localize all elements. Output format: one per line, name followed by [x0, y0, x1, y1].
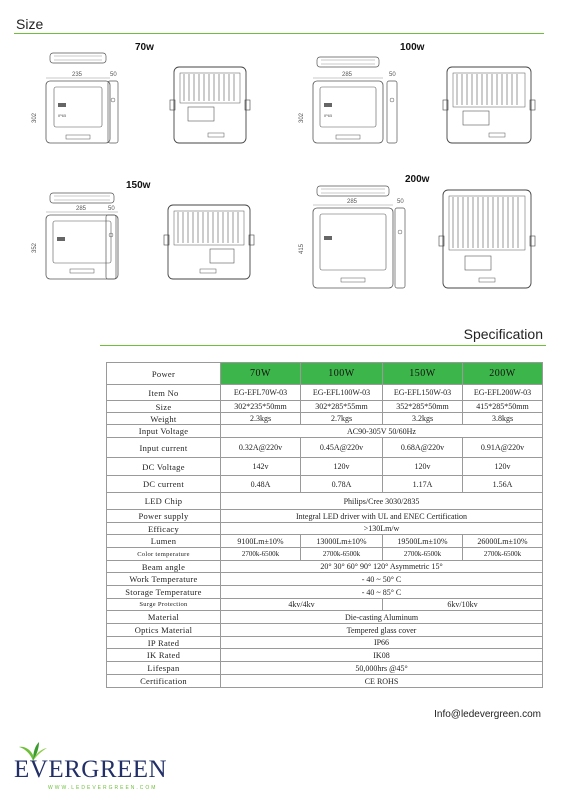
- spec-row: [107, 510, 543, 523]
- logo-wordmark: EVERGREEN: [14, 756, 168, 783]
- drawing-70w-height: 302: [32, 112, 38, 123]
- spec-row: [107, 599, 543, 611]
- spec-row: [107, 535, 543, 548]
- spec-cell: 0.68A@220v: [383, 438, 463, 458]
- spec-row: [107, 611, 543, 624]
- spec-cell: 19500Lm±10%: [383, 535, 463, 548]
- spec-cell-span: - 40 ~ 50° C: [221, 573, 543, 586]
- spec-header-label: Power: [107, 363, 221, 385]
- drawing-100w-badge: IP65: [324, 113, 333, 118]
- spec-row: [107, 586, 543, 599]
- spec-row: [107, 401, 543, 413]
- spec-row: [107, 573, 543, 586]
- spec-row: [107, 548, 543, 561]
- drawing-200w-depth: 50: [397, 199, 404, 205]
- spec-cell: 2700k-6500k: [463, 548, 543, 561]
- spec-header-row: [107, 363, 543, 385]
- drawing-200w-width: 285: [347, 199, 358, 205]
- spec-row: [107, 438, 543, 458]
- drawing-150w-width: 285: [76, 206, 87, 212]
- spec-header-col: 150W: [383, 363, 463, 385]
- size-section-rule: [14, 33, 544, 34]
- evergreen-logo: [14, 742, 168, 792]
- spec-cell: 9100Lm±10%: [221, 535, 301, 548]
- spec-row-label: Color temperature: [107, 548, 221, 561]
- spec-row-label: Weight: [107, 413, 221, 425]
- spec-row-label: Optics Material: [107, 624, 221, 637]
- spec-cell: 1.56A: [463, 476, 543, 493]
- spec-cell: 415*285*50mm: [463, 401, 543, 413]
- spec-table: [106, 362, 543, 688]
- drawing-70w-badge: IP65: [58, 113, 67, 118]
- drawing-100w-height: 302: [299, 112, 305, 123]
- spec-cell: EG-EFL150W-03: [383, 385, 463, 401]
- spec-row-label: IK Rated: [107, 649, 221, 662]
- spec-cell: 0.32A@220v: [221, 438, 301, 458]
- spec-row: [107, 476, 543, 493]
- spec-row-label: Storage Temperature: [107, 586, 221, 599]
- drawing-70w-depth: 50: [110, 72, 117, 78]
- spec-row-label: Efficacy: [107, 523, 221, 535]
- spec-row-label: IP Rated: [107, 637, 221, 649]
- spec-row-label: Material: [107, 611, 221, 624]
- drawing-100w-depth: 50: [389, 72, 396, 78]
- drawing-100w-width: 285: [342, 72, 353, 78]
- spec-row-label: Lumen: [107, 535, 221, 548]
- size-section-title: Size: [16, 16, 44, 32]
- spec-row-label: LED Chip: [107, 493, 221, 510]
- spec-row: [107, 385, 543, 401]
- spec-row: [107, 561, 543, 573]
- spec-header-col: 200W: [463, 363, 543, 385]
- spec-cell: 120v: [463, 458, 543, 476]
- spec-row-label: Surge Protection: [107, 599, 221, 611]
- spec-row: [107, 523, 543, 535]
- spec-section-rule: [100, 345, 546, 346]
- drawing-150w-depth: 50: [108, 206, 115, 212]
- spec-section-title: Specification: [463, 326, 543, 342]
- logo-tagline: WWW.LEDEVERGREEN.COM: [48, 785, 158, 791]
- spec-cell-span: Tempered glass cover: [221, 624, 543, 637]
- spec-cell: EG-EFL100W-03: [301, 385, 383, 401]
- spec-cell-span: >130Lm/w: [221, 523, 543, 535]
- spec-cell: 2700k-6500k: [301, 548, 383, 561]
- drawing-150w-label: 150w: [126, 180, 151, 191]
- spec-cell: 2700k-6500k: [383, 548, 463, 561]
- spec-cell-span: Die-casting Aluminum: [221, 611, 543, 624]
- spec-row-label: Size: [107, 401, 221, 413]
- spec-row-label: Item No: [107, 385, 221, 401]
- spec-row: [107, 458, 543, 476]
- spec-cell: 0.91A@220v: [463, 438, 543, 458]
- spec-row-label: Input current: [107, 438, 221, 458]
- spec-row-label: Work Temperature: [107, 573, 221, 586]
- spec-cell: 302*235*50mm: [221, 401, 301, 413]
- spec-cell-span: IP66: [221, 637, 543, 649]
- spec-cell-span: 20° 30° 60° 90° 120° Asymmetric 15°: [221, 561, 543, 573]
- spec-cell: 142v: [221, 458, 301, 476]
- drawing-150w: [28, 185, 258, 285]
- spec-row-label: Input Voltage: [107, 425, 221, 438]
- spec-row-label: Certification: [107, 675, 221, 688]
- spec-cell: 0.48A: [221, 476, 301, 493]
- spec-row: [107, 637, 543, 649]
- contact-email[interactable]: Info@ledevergreen.com: [434, 709, 541, 720]
- drawing-70w-label: 70w: [135, 42, 154, 53]
- drawing-150w-height: 352: [32, 242, 38, 253]
- spec-cell: 0.78A: [301, 476, 383, 493]
- spec-table-body: [107, 363, 543, 688]
- spec-row: [107, 425, 543, 438]
- drawing-70w-width: 235: [72, 72, 83, 78]
- spec-cell: 0.45A@220v: [301, 438, 383, 458]
- spec-header-col: 70W: [221, 363, 301, 385]
- spec-cell-span: - 40 ~ 85° C: [221, 586, 543, 599]
- spec-row-label: Power supply: [107, 510, 221, 523]
- spec-row: [107, 649, 543, 662]
- spec-cell-span: 50,000hrs @45°: [221, 662, 543, 675]
- drawing-200w: [295, 180, 540, 295]
- spec-row: [107, 662, 543, 675]
- drawing-100w-label: 100w: [400, 42, 425, 53]
- spec-cell: 2.3kgs: [221, 413, 301, 425]
- spec-cell-half: 6kv/10kv: [383, 599, 543, 611]
- spec-cell-span: CE ROHS: [221, 675, 543, 688]
- spec-cell: 2700k-6500k: [221, 548, 301, 561]
- spec-row-label: Beam angle: [107, 561, 221, 573]
- spec-header-col: 100W: [301, 363, 383, 385]
- spec-row-label: DC current: [107, 476, 221, 493]
- drawing-100w: [295, 45, 540, 155]
- spec-cell: 352*285*50mm: [383, 401, 463, 413]
- spec-cell-span: Philips/Cree 3030/2835: [221, 493, 543, 510]
- spec-cell-span: AC90-305V 50/60Hz: [221, 425, 543, 438]
- spec-row-label: DC Voltage: [107, 458, 221, 476]
- spec-row: [107, 493, 543, 510]
- spec-row: [107, 675, 543, 688]
- spec-cell: 3.2kgs: [383, 413, 463, 425]
- spec-cell: 120v: [301, 458, 383, 476]
- spec-row-label: Lifespan: [107, 662, 221, 675]
- spec-cell: 13000Lm±10%: [301, 535, 383, 548]
- spec-cell: 120v: [383, 458, 463, 476]
- spec-cell-half: 4kv/4kv: [221, 599, 383, 611]
- spec-cell: 1.17A: [383, 476, 463, 493]
- spec-cell: 3.8kgs: [463, 413, 543, 425]
- drawing-200w-label: 200w: [405, 174, 430, 185]
- spec-cell: EG-EFL70W-03: [221, 385, 301, 401]
- spec-row: [107, 413, 543, 425]
- drawing-200w-height: 415: [299, 243, 305, 254]
- spec-cell: 302*285*55mm: [301, 401, 383, 413]
- spec-cell-span: Integral LED driver with UL and ENEC Certification: [221, 510, 543, 523]
- spec-cell: 26000Lm±10%: [463, 535, 543, 548]
- spec-cell: 2.7kgs: [301, 413, 383, 425]
- spec-cell-span: IK08: [221, 649, 543, 662]
- drawing-70w: [28, 45, 258, 155]
- spec-cell: EG-EFL200W-03: [463, 385, 543, 401]
- spec-row: [107, 624, 543, 637]
